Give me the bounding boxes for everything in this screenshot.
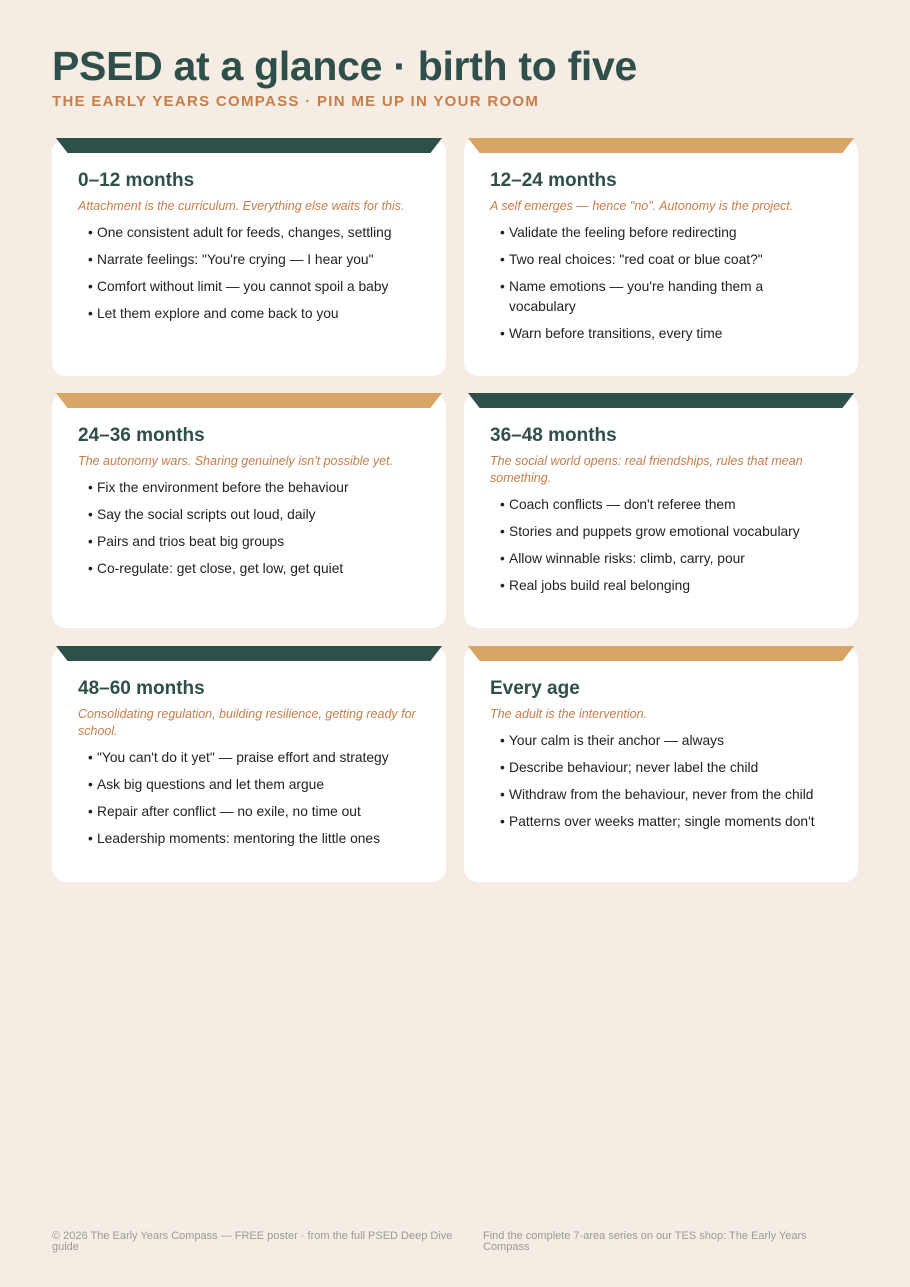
card-heading: 48–60 months <box>78 678 205 699</box>
list-item: • Patterns over weeks matter; single moments don't <box>490 812 832 832</box>
card-heading: 12–24 months <box>490 170 617 191</box>
list-item: • Comfort without limit — you cannot spoil a baby <box>78 277 420 297</box>
card-tagline: The adult is the intervention. <box>490 707 648 721</box>
card-header-band <box>56 646 442 661</box>
card-heading: 24–36 months <box>78 425 205 446</box>
card-list <box>78 223 420 324</box>
age-card-24-36 <box>52 393 446 628</box>
list-item: • Describe behaviour; never label the child <box>490 758 832 778</box>
card-list <box>490 495 832 596</box>
card-tagline: Attachment is the curriculum. Everything else waits for this. <box>78 199 405 213</box>
list-item: • "You can't do it yet" — praise effort and strategy <box>78 748 420 768</box>
list-item: • Warn before transitions, every time <box>490 324 832 344</box>
page-subtitle: THE EARLY YEARS COMPASS · PIN ME UP IN YOUR ROOM <box>52 93 540 110</box>
list-item: • Pairs and trios beat big groups <box>78 532 420 552</box>
card-tagline: Consolidating regulation, building resilience, getting ready for school. <box>78 707 416 738</box>
card-heading: Every age <box>490 678 580 699</box>
list-item: • Validate the feeling before redirecting <box>490 223 832 243</box>
list-item: • Name emotions — you're handing them a vocabulary <box>490 277 832 317</box>
card-tagline: A self emerges — hence "no". Autonomy is the project. <box>490 199 794 213</box>
age-card-36-48 <box>464 393 858 628</box>
list-item: • Narrate feelings: "You're crying — I hear you" <box>78 250 420 270</box>
list-item: • Withdraw from the behaviour, never from the child <box>490 785 832 805</box>
list-item: • Repair after conflict — no exile, no time out <box>78 802 420 822</box>
card-list <box>490 731 832 832</box>
age-card-every-age <box>464 646 858 882</box>
card-heading: 0–12 months <box>78 170 195 191</box>
list-item: • Co-regulate: get close, get low, get quiet <box>78 559 420 579</box>
list-item: • Let them explore and come back to you <box>78 304 420 324</box>
list-item: • One consistent adult for feeds, changes, settling <box>78 223 420 243</box>
list-item: • Ask big questions and let them argue <box>78 775 420 795</box>
card-tagline: The social world opens: real friendships, rules that mean something. <box>490 454 803 485</box>
list-item: • Allow winnable risks: climb, carry, pour <box>490 549 832 569</box>
list-item: • Leadership moments: mentoring the little ones <box>78 829 420 849</box>
page-title: PSED at a glance · birth to five <box>52 43 638 89</box>
card-list <box>490 223 832 344</box>
card-header-band <box>468 646 854 661</box>
list-item: • Two real choices: "red coat or blue coat?" <box>490 250 832 270</box>
list-item: • Coach conflicts — don't referee them <box>490 495 832 515</box>
list-item: • Say the social scripts out loud, daily <box>78 505 420 525</box>
list-item: • Real jobs build real belonging <box>490 576 832 596</box>
card-heading: 36–48 months <box>490 425 617 446</box>
footer-copyright: © 2026 The Early Years Compass — FREE poster · from the full PSED Deep Dive guide <box>52 1230 453 1253</box>
age-card-48-60 <box>52 646 446 882</box>
age-card-12-24 <box>464 138 858 376</box>
card-header-band <box>56 138 442 153</box>
list-item: • Your calm is their anchor — always <box>490 731 832 751</box>
card-header-band <box>468 393 854 408</box>
list-item: • Stories and puppets grow emotional vocabulary <box>490 522 832 542</box>
footer-shop-note: Find the complete 7-area series on our TES shop: The Early Years Compass <box>483 1230 807 1253</box>
list-item: • Fix the environment before the behaviour <box>78 478 420 498</box>
card-header-band <box>56 393 442 408</box>
card-list <box>78 748 420 849</box>
age-card-0-12 <box>52 138 446 376</box>
card-tagline: The autonomy wars. Sharing genuinely isn't possible yet. <box>78 454 394 468</box>
card-list <box>78 478 420 579</box>
card-header-band <box>468 138 854 153</box>
